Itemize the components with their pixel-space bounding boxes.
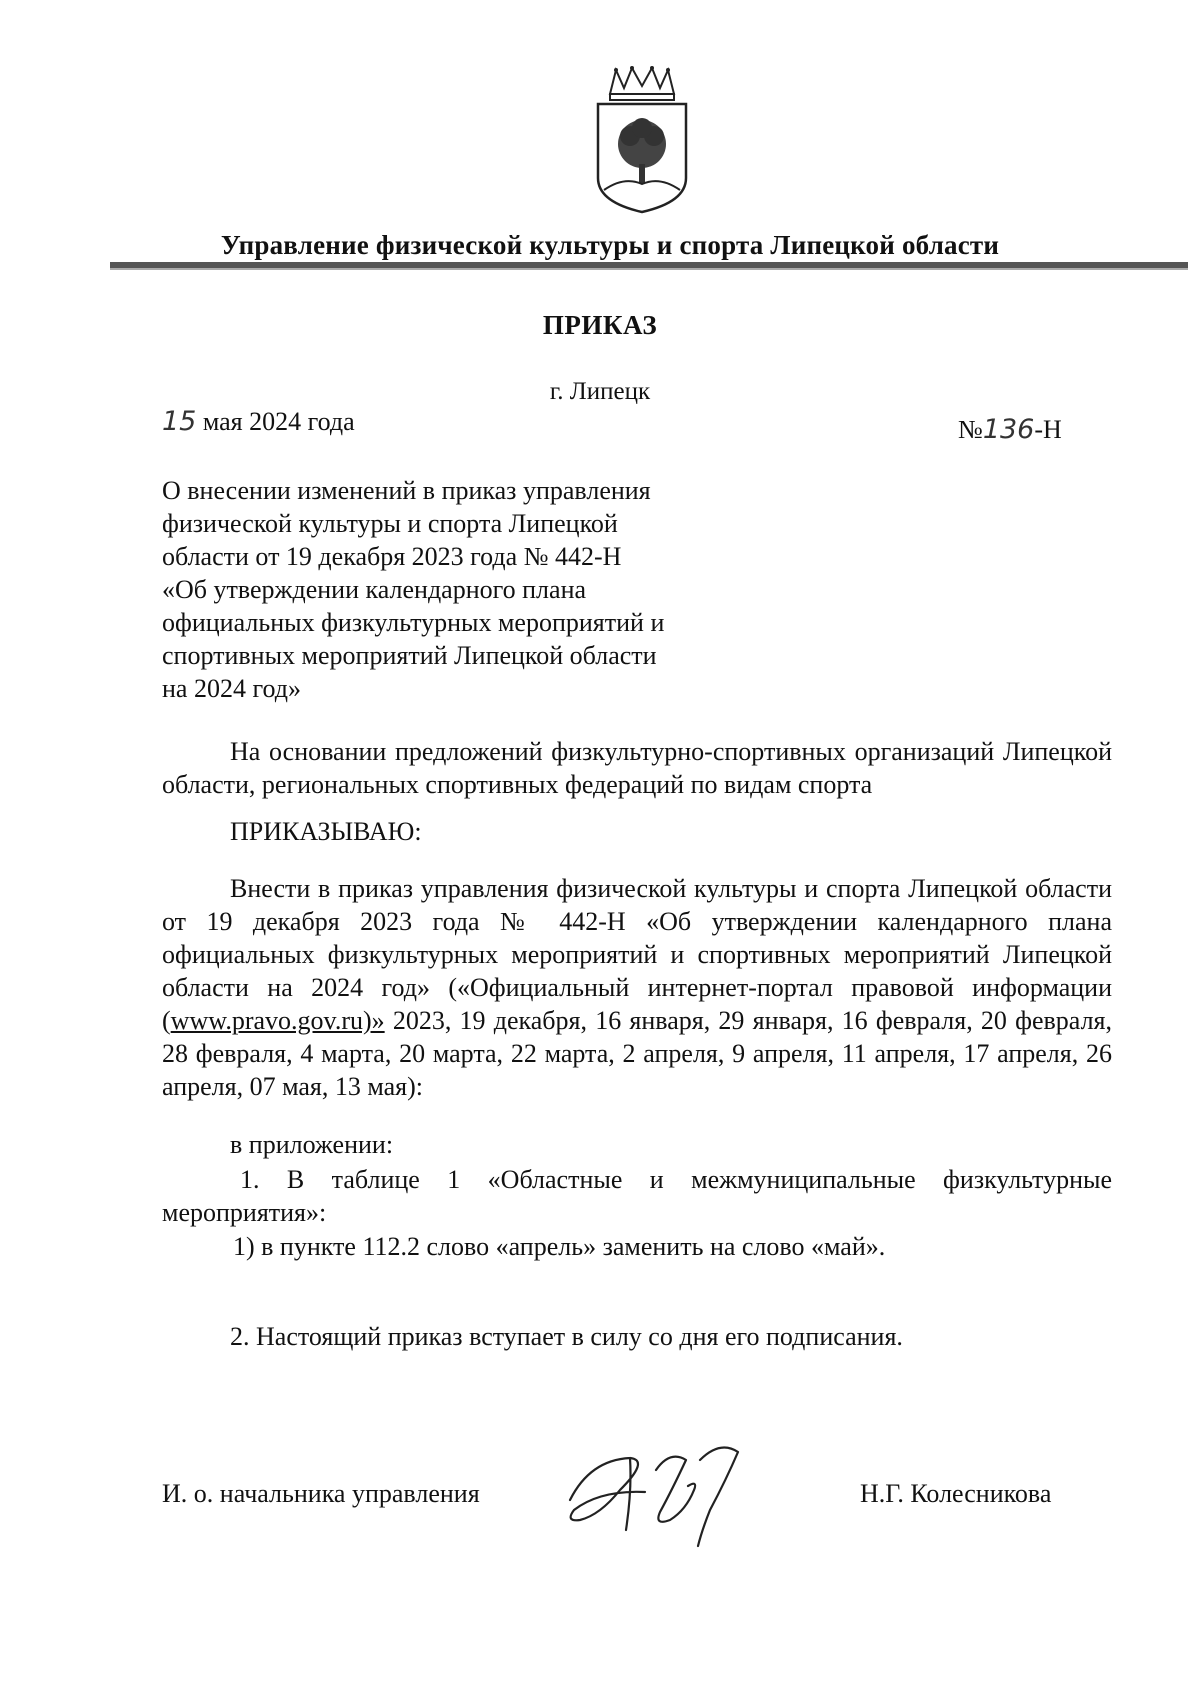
number-handwritten: 136 (982, 414, 1035, 445)
pravo-gov-link[interactable]: www.pravo.gov.ru)» (170, 1006, 385, 1035)
subject-line: спортивных мероприятий Липецкой области (162, 641, 657, 670)
document-subject (162, 474, 722, 705)
document-number (958, 414, 1062, 445)
subject-line: области от 19 декабря 2023 года № 442-Н (162, 542, 622, 571)
date-month-year: мая 2024 года (202, 407, 355, 436)
order-word: ПРИКАЗЫВАЮ: (230, 817, 422, 846)
main-text-part1: Внести в приказ управления физической культуры и спорта Липецкой области от 19 декабря 2023 года № 442-Н «Об утверждении календарного плана официальных физкультурных мероприятий и спортивных мероприятий Липецкой области на 2024 год» («Официальный интернет-портал правовой информации ( (162, 874, 1112, 1035)
document-date (162, 406, 355, 437)
item-1: 1. В таблице 1 «Областные и межмуниципальные физкультурные мероприятия»: (162, 1165, 1112, 1227)
signatory-position: И. о. начальника управления (162, 1479, 480, 1508)
item-1-subitem-1: 1) в пункте 112.2 слово «апрель» заменить на слово «май». (233, 1232, 886, 1261)
item-2: 2. Настоящий приказ вступает в силу со дня его подписания. (230, 1322, 903, 1351)
handwritten-signature (560, 1430, 760, 1550)
subject-line: на 2024 год» (162, 674, 301, 703)
document-type: ПРИКАЗ (542, 310, 658, 340)
header-rule-shadow (110, 268, 1188, 270)
main-paragraph (162, 872, 1112, 1103)
number-suffix: -Н (1034, 415, 1062, 444)
basis-paragraph: На основании предложений физкультурно-спортивных организаций Липецкой области, региональных спортивных федераций по видам спорта (162, 737, 1112, 799)
date-day-handwritten: 15 (162, 406, 197, 437)
subject-line: О внесении изменений в приказ управления (162, 476, 651, 505)
subject-line: «Об утверждении календарного плана (162, 575, 587, 604)
subject-line: физической культуры и спорта Липецкой (162, 509, 618, 538)
subject-line: официальных физкультурных мероприятий и (162, 608, 665, 637)
document-city: г. Липецк (549, 378, 651, 405)
organization-name: Управление физической культуры и спорта Липецкой области (220, 230, 1000, 260)
lipetsk-coat-of-arms-icon (590, 66, 694, 216)
signatory-name: Н.Г. Колесникова (860, 1479, 1052, 1508)
number-prefix: № (958, 415, 983, 444)
main-text-part2: 2023, 19 декабря, 16 января, 29 января, 16 февраля, 20 февраля, 28 февраля, 4 марта, 20 марта, 22 марта, 2 апреля, 9 апреля, 11 апреля, 17 апреля, 26 апреля, 07 мая, 13 мая): (162, 1006, 1112, 1101)
appendix-intro: в приложении: (230, 1130, 394, 1159)
